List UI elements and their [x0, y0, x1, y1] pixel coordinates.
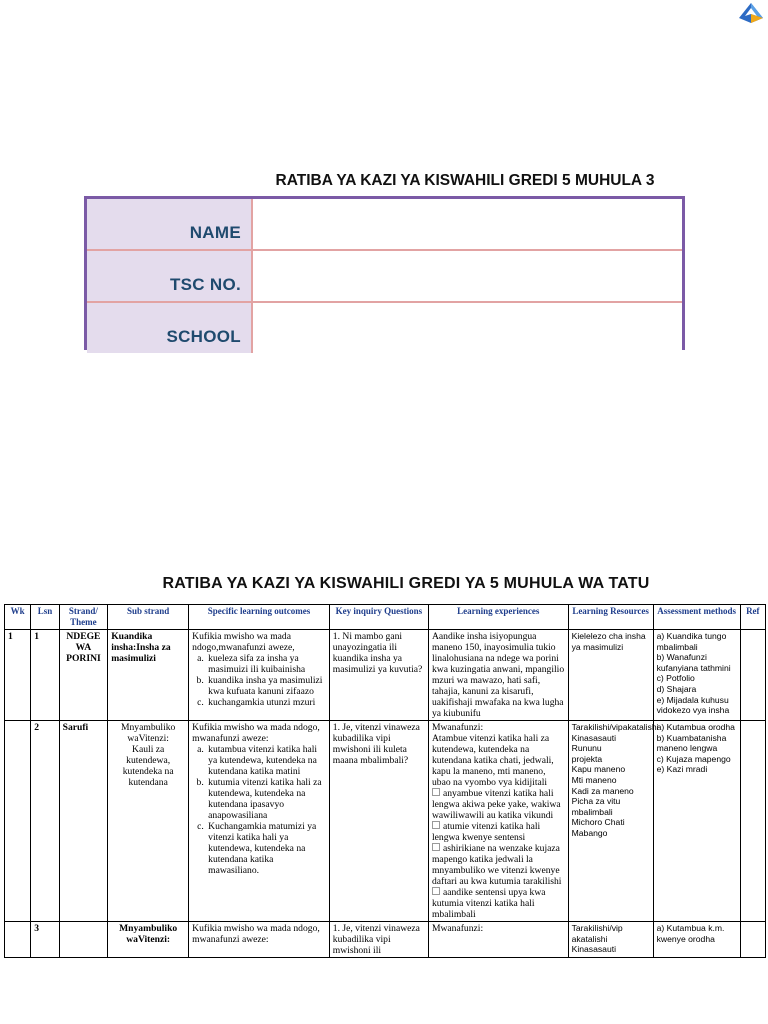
assessment-item: e) Mijadala kuhusu vidokezo vya insha: [656, 694, 730, 716]
wk-cell: [5, 922, 31, 958]
resource-item: Picha za vitu mbalimbali: [571, 796, 621, 817]
experience-item: ashirikiane na wenzake kujaza mapengo katika jedwali la mnyambuliko we vitenzi kwenye daftari au kwa kutumia tarakilishi: [431, 843, 562, 887]
outcome-item: b. kutumia vitenzi katika hali za kutendewa, kutendeka na kutendana ipasavyo anapowasiliana: [206, 777, 326, 821]
questions-cell: 1. Je, vitenzi vinaweza kubadilika vipi mwishoni ili: [329, 922, 428, 958]
school-field[interactable]: [253, 303, 682, 353]
wk-cell: [5, 721, 31, 922]
questions-cell: 1. Je, vitenzi vinaweza kubadilika vipi mwishoni ili kuleta maana mbalimbali?: [329, 721, 428, 922]
experiences-cell: Aandike insha isiyopungua maneno 150, inayosimulia tukio linalohusiana na ndege wa porini kwa kuzingatia anwani, mpangilio mzuri wa mawazo, hati safi, tahajia, kanuni za kisarufi, uakifishaji mwafaka na kwa lugha ya kiubunifu: [428, 630, 568, 721]
table-row: [5, 630, 766, 721]
experiences-cell: [428, 721, 568, 922]
resource-item: Tarakilishi/vip akatalishi: [571, 923, 623, 944]
resource-item: Rununu: [571, 743, 602, 754]
substrand-title: Mnyambuliko waVitenzi:: [120, 722, 176, 744]
experiences-cell: Mwanafunzi:: [428, 922, 568, 958]
resource-item: Tarakilishi/vipakatalishi: [571, 722, 659, 732]
experience-item: atumie vitenzi katika hali lengwa kwenye sentensi: [431, 821, 541, 843]
name-field[interactable]: [253, 199, 682, 249]
header-wk: Wk: [5, 605, 31, 630]
resource-item: Michoro Chati: [571, 817, 625, 828]
outcomes-cell: [189, 721, 330, 922]
lsn-cell: 1: [31, 630, 59, 721]
resource-item: Kapu maneno: [571, 764, 626, 775]
resources-cell: Kielelezo cha insha ya masimulizi: [568, 630, 653, 721]
outcome-item: a. kutambua vitenzi katika hali ya kutendewa, kutendeka na kutendana katika matini: [206, 744, 326, 777]
outcomes-cell: [189, 630, 330, 721]
header-outcomes: Specific learning outcomes: [189, 605, 330, 630]
questions-cell: 1. Ni mambo gani unayozingatia ili kuandika insha ya masimulizi ya kuvutia?: [329, 630, 428, 721]
outcome-item: c. kuchangamkia utunzi mzuri: [206, 697, 326, 708]
strand-cell: NDEGE WA PORINI: [59, 630, 108, 721]
assessment-item: b) Wanafunzi kufanyiana tathmini: [656, 652, 731, 673]
assessment-item: a) Kuandika tungo mbalimbali: [656, 631, 727, 652]
assessment-cell: [653, 721, 740, 922]
resource-item: Kadi za maneno: [571, 785, 634, 796]
resources-cell: [568, 721, 659, 922]
tsc-row: [87, 251, 682, 303]
assessment-item: d) Shajara: [656, 683, 697, 694]
checkbox-icon: [432, 887, 440, 895]
experiences-intro: Mwanafunzi:: [431, 722, 484, 733]
outcomes-cell: Kufikia mwisho wa mada ndogo, mwanafunzi aweze:: [189, 922, 330, 958]
experiences-lead: Atambue vitenzi katika hali za kutendewa, kutendeka na kutendana katika chati, jedwali, kapu la maneno, mti maneno, ubao na vyombo vya kidijitali: [431, 733, 554, 788]
table-row: [5, 721, 766, 922]
checkbox-icon: [432, 843, 440, 851]
header-assessment: Assessment methods: [653, 605, 740, 630]
tsc-label: TSC NO.: [87, 251, 253, 301]
scheme-title: RATIBA YA KAZI YA KISWAHILI GREDI YA 5 MUHULA WA TATU: [162, 575, 650, 592]
resource-item: Kinasasauti: [571, 944, 617, 955]
ref-cell: [740, 630, 765, 721]
resources-cell: [568, 922, 653, 958]
resource-item: Mti maneno: [571, 774, 617, 785]
table-header-row: [5, 605, 766, 630]
assessment-item: e) Kazi mradi: [656, 764, 708, 775]
wk-cell: 1: [5, 630, 31, 721]
table-row: [5, 922, 766, 958]
lsn-cell: 3: [31, 922, 59, 958]
header-questions: Key inquiry Questions: [329, 605, 428, 630]
blue-pyramid-logo-icon: [738, 2, 764, 24]
outcomes-intro: Kufikia mwisho wa mada ndogo,mwanafunzi aweze,: [192, 631, 295, 653]
substrand-subtitle: Kauli za kutendewa, kutendeka na kutendana: [122, 744, 174, 788]
assessment-item: c) Potfolio: [656, 673, 695, 684]
assessment-item: c) Kujaza mapengo: [656, 753, 731, 764]
outcome-item: a. kueleza sifa za insha ya masimuizi ili kuibainisha: [206, 653, 326, 675]
resource-item: projekta: [571, 753, 603, 764]
checkbox-icon: [432, 821, 440, 829]
lsn-cell: 2: [31, 721, 59, 922]
teacher-info-box: [84, 196, 685, 350]
outcome-item: c. Kuchangamkia matumizi ya vitenzi katika hali ya kutendewa, kutendeka na kutendana katika mawasiliano.: [206, 821, 326, 876]
assessment-item: a) Kutambua orodha: [656, 722, 735, 732]
header-resources: Learning Resources: [568, 605, 653, 630]
ref-cell: [740, 922, 765, 958]
name-row: [87, 199, 682, 251]
substrand-cell: Kuandika insha:Insha za masimulizi: [108, 630, 189, 721]
experience-item: anyambue vitenzi katika hali lengwa akiwa peke yake, wakiwa wawiliwawili au katika vikundi: [431, 788, 561, 821]
strand-cell: Sarufi: [59, 721, 108, 922]
resource-item: Mabango: [571, 827, 608, 838]
outcome-item: b. kuandika insha ya masimulizi kwa kufuata kanuni zifaazo: [206, 675, 326, 697]
tsc-field[interactable]: [253, 251, 682, 301]
substrand-cell: [108, 721, 189, 922]
checkbox-icon: [432, 788, 440, 796]
name-label: NAME: [87, 199, 253, 249]
school-row: [87, 303, 682, 353]
header-strand: Strand/ Theme: [59, 605, 108, 630]
assessment-cell: [653, 630, 740, 721]
outcomes-intro: Kufikia mwisho wa mada ndogo, mwanafunzi aweze:: [192, 722, 320, 744]
assessment-item: b) Kuambatanisha maneno lengwa: [656, 732, 727, 754]
scheme-table: [4, 604, 766, 958]
substrand-cell: Mnyambuliko waVitenzi:: [108, 922, 189, 958]
header-lsn: Lsn: [31, 605, 59, 630]
cover-title: RATIBA YA KAZI YA KISWAHILI GREDI 5 MUHULA 3: [275, 172, 655, 189]
header-ref: Ref: [740, 605, 765, 630]
header-substrand: Sub strand: [108, 605, 189, 630]
school-label: SCHOOL: [87, 303, 253, 353]
assessment-cell: a) Kutambua k.m. kwenye orodha: [653, 922, 740, 958]
resource-item: Kinasasauti: [571, 732, 617, 743]
header-experiences: Learning experiences: [428, 605, 568, 630]
experience-item: aandike sentensi upya kwa kutumia vitenzi katika hali mbalimbali: [431, 887, 546, 920]
strand-cell: [59, 922, 108, 958]
ref-cell: [740, 721, 765, 922]
